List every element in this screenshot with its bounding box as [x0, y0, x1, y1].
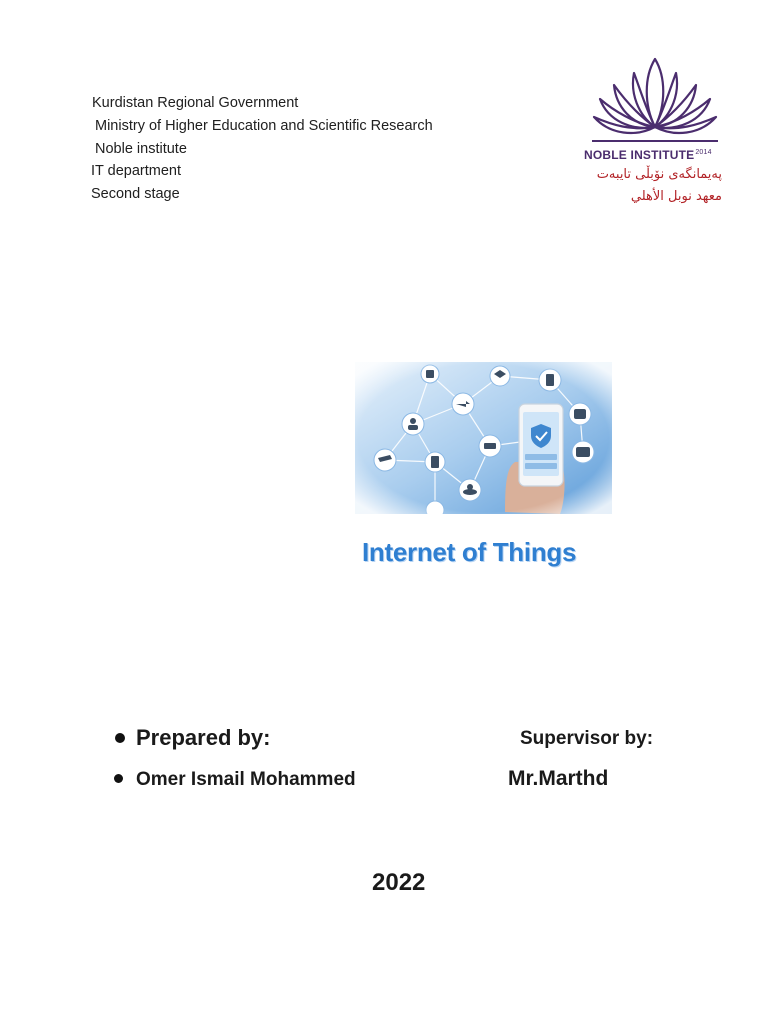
logo-year: 2014	[695, 149, 712, 156]
logo-institute-name	[584, 148, 712, 162]
document-year: 2022	[372, 869, 426, 896]
logo-kurdish-text: پەیمانگەی نۆبڵی تایبەت	[596, 167, 722, 182]
header-line-department: IT department	[91, 163, 182, 179]
header-line-government: Kurdistan Regional Government	[92, 95, 299, 111]
noble-institute-logo	[580, 55, 730, 220]
supervisor-label: Supervisor by:	[520, 728, 654, 749]
supervisor-name: Mr.Marthd	[508, 767, 609, 790]
bullet-prepared	[115, 733, 125, 743]
header-line-ministry: Ministry of Higher Education and Scientific Research	[95, 118, 433, 134]
author-name: Omer Ismail Mohammed	[136, 769, 356, 790]
logo-name-text: NOBLE INSTITUTE	[584, 148, 695, 162]
document-title: Internet of Things	[362, 537, 577, 567]
iot-illustration	[355, 362, 612, 514]
logo-arabic-text: معهد نوبل الأهلي	[630, 189, 722, 204]
header-line-stage: Second stage	[91, 186, 180, 202]
bullet-author	[114, 774, 123, 783]
lotus-icon	[580, 55, 730, 147]
header-line-institute: Noble institute	[95, 141, 187, 157]
prepared-by-label: Prepared by:	[136, 725, 271, 750]
